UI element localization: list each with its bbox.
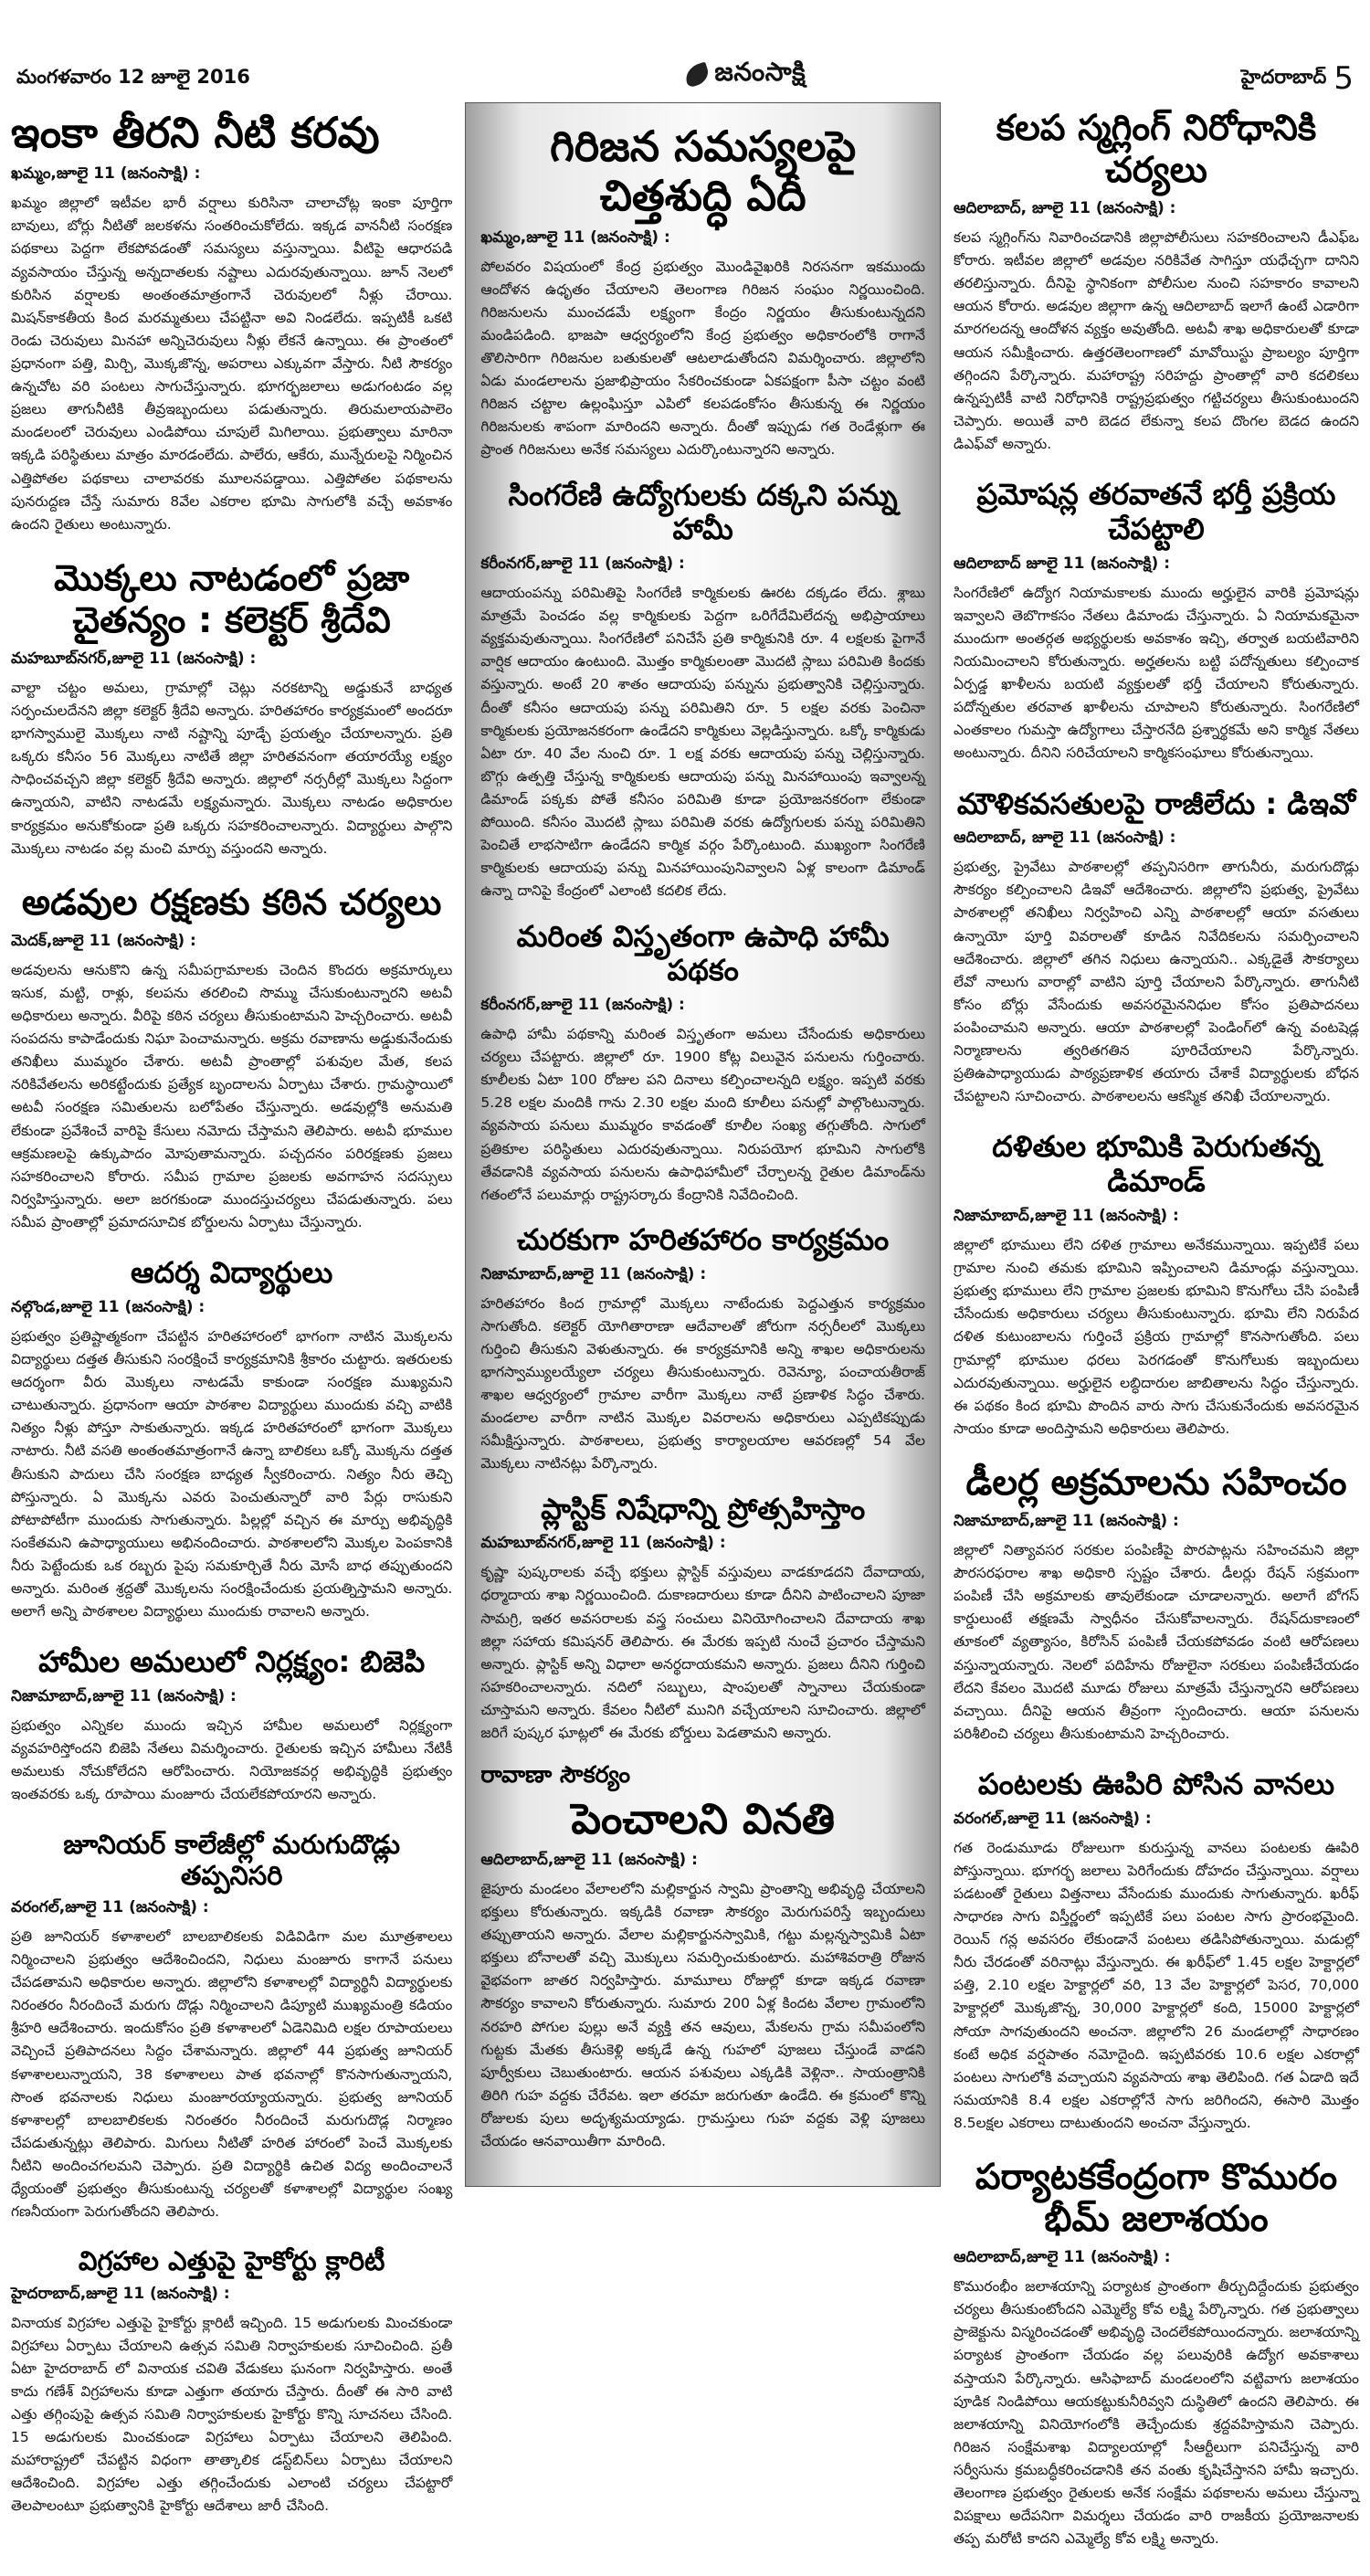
article-kicker: రావాణా సౌకర్యం <box>480 1761 631 1789</box>
article-headline: గిరిజన సమస్యలపై చిత్తశుద్ధి ఏదీ <box>550 121 857 221</box>
article <box>954 1124 1359 1440</box>
middle-panel <box>465 102 941 2187</box>
article-dateline: ఆదిలాబాద్, జూలై 11 (జనంసాక్షి) : <box>953 199 1176 218</box>
article-headline: ప్లాస్టిక్ నిషేధాన్ని ప్రోత్సహిస్తాం <box>541 1491 866 1526</box>
article <box>954 1457 1359 1746</box>
article-body: హరితహారం కింద గ్రామాల్లో మొక్కలు నాటేందుకు పెద్దఎత్తున కార్యక్రమం సాగుతోంది. కలెక్టర్ యోగితారాణా ఆదేవాలతో జోరుగా నర్సరీలలో మొక్కలు గుర్తించి తీసుకుని వెళుతున్నారు. ఈ కార్యక్రమానికి అన్ని శాఖల అధికారులను భాగస్వామ్యులయ్యేలా చర్యలు తీసుకుంటున్నారు. రెవెన్యూ, పంచాయతీరాజ్ శాఖల ఆధ్వర్యంలో గ్రామాల వారీగా మొక్కలు నాటే ప్రణాళిక సిద్ధం చేశారు. మండలాల వారీగా నాటిన మొక్కల వివరాలను అధికారులు ఎప్పటికప్పుడు సమీక్షిస్తున్నారు. పాఠశాలలు, ప్రభుత్వ కార్యాలయాల ఆవరణల్లో 54 వేల మొక్కలు నాటినట్లు పేర్కొన్నారు. <box>480 1294 925 1473</box>
article <box>11 2240 452 2518</box>
masthead-title: జనంసాక్షి <box>714 57 806 87</box>
article-body: వాల్టా చట్టం అమలు, గ్రామాల్లో చెట్లు నరకటాన్ని అడ్డుకునే బాధ్యత సర్పంచులదేనని జిల్లా కలెక్టర్ శ్రీదేవి అన్నారు. హరితహారం కార్యక్రమంలో అందరూ భాగస్వాములై మొక్కలు నాటి నష్టాన్ని పూడ్చే ప్రయత్నం చేయాలన్నారు. ప్రతి ఒక్కరు కనీసం 56 మొక్కలు నాటితే జిల్లా హరితవనంగా తయారయ్యే లక్ష్యం సాధించవచ్చని జిల్లా కలెక్టర్ శ్రీదేవి అన్నారు. జిల్లాలో నర్సరీల్లో మొక్కలు సిద్దంగా ఉన్నాయని, వాటిని నాటడమే లక్ష్యమన్నారు. మొక్కలు నాటడం అధికారుల కార్యక్రమం అనుకోకుండా ప్రతి ఒక్కరు సహకరించాలన్నారు. విద్యార్థులు పాల్గొని మొక్కలు నాటడం వల్ల మంచి మార్పు వస్తుందని అన్నారు. <box>11 679 453 857</box>
article-dateline: ఆదిలాబాద్,జూలై 11 (జనంసాక్షి) : <box>953 2248 1171 2267</box>
article-dateline: మెదక్,జూలై 11 (జనంసాక్షి) : <box>11 931 196 950</box>
article-body: వినాయక విగ్రహాల ఎత్తుపై హైకోర్టు క్లారిటీ ఇచ్చింది. 15 అడుగులకు మించకుండా విగ్రహాలు ఏర్పాటు చేయాలని ఉత్సవ సమితి నిర్వాహకులకు సూచించింది. ప్రతీ ఏటా హైదరాబాద్ లో వినాయక చవితి వేడుకలు ఘనంగా నిర్వహిస్తారు. అంతే కాదు గణేశ్ విగ్రహాలను కూడా ఎత్తుగా తయారు చేస్తారు. దీంతో ఈ సారి వాటి ఎత్తు తగ్గింపుపై ఉత్సవ సమితి నిర్వాహకులకు హైకోర్టు కొన్ని సూచనలు చేసింది. 15 అడుగులకు మించకుండా విగ్రహాలు ఏర్పాటు చేయాలని తెలిపింది. మహారాష్ట్రలో చేపట్టిన విధంగా తాత్కాలిక డస్ట్‌బిన్‌లు ఏర్పాటు చేయాలని ఆదేశించింది. విగ్రహాల ఎత్తు తగ్గించేందుకు ఎలాంటి చర్యలు చేపట్టారో తెలపాలంటూ ప్రభుత్వానికి హైకోర్టు ఆదేశాలు జారీ చేసింది. <box>11 2314 453 2515</box>
article-dateline: ఖమ్మం,జూలై 11 (జనంసాక్షి) : <box>11 164 201 184</box>
edition-name: హైదరాబాద్ <box>1240 66 1327 88</box>
article <box>11 1823 452 2224</box>
article-body: అడవులను ఆనుకొని ఉన్న సమీపగ్రామాలకు చెందిన కొందరు అక్రమార్కులు ఇసుక, మట్టి, రాళ్లు, కలపను తరలించి సొమ్ము చేసుకుంటున్నారని అటవీ అధికారులు అన్నారు. వీరిపై కఠిన చర్యలు తీసుకుంటామని హెచ్చరించారు. అటవీ సంపదను కాపాడేందుకు నిఘా పెంచామన్నారు. అక్రమ రవాణాను అడ్డుకునేందుకు తనిఖీలు ముమ్మరం చేశారు. అటవీ ప్రాంతాల్లో పశువుల మేత, కలప నరికివేతలను అరికట్టేందుకు ప్రత్యేక బృందాలను ఏర్పాటు చేశారు. గ్రామస్థాయిలో అటవీ సంరక్షణ సమితులను బలోపేతం చేస్తున్నారు. అడవుల్లోకి అనుమతి లేకుండా ప్రవేశించే వారిపై కేసులు నమోదు చేస్తామని తెలిపారు. అటవీ భూముల ఆక్రమణలపై ఉక్కుపాదం మోపుతామన్నారు. పచ్చదనం పరిరక్షణకు ప్రజలు సహకరించాలని కోరారు. సమీప గ్రామాల ప్రజలకు అవగాహన సదస్సులు నిర్వహిస్తున్నారు. అలా జరగకుండా ముందస్తుచర్యలు చేపడుతున్నారు. పలు సమీప ప్రాంతాల్లో ప్రమాదసూచిక బోర్డులను ఏర్పాటు చేస్తున్నారు. <box>11 961 453 1231</box>
article-dateline: ఆదిలాబాద్, జూలై 11 (జనంసాక్షి) : <box>953 829 1176 848</box>
article <box>480 1493 925 1746</box>
article-dateline: వరంగల్,జూలై 11 (జనంసాక్షి) : <box>11 1897 209 1916</box>
article-body: జిల్లాలో నిత్యావసర సరకుల పంపిణీపై పొరపాట్లను సహించమని జిల్లా పౌరసరఫరాల శాఖ అధికారి స్పష్టం చేశారు. డీలర్లు రేషన్ సక్రమంగా పంపిణీ చేసి అక్రమాలకు తావులేకుండా చూడాలన్నారు. అలాగే బోగస్ కార్డులుంటే తక్షణమే స్వాధీనం చేసుకోవాలన్నారు. రేషన్‌దుకాణంలో తూకంలో వ్యత్యాసం, కిరోసిన్ పంపిణీ చేయకపోవడం వంటి ఆరోపణలు వస్తున్నాయన్నారు. నెలలో పదిహేను రోజులైనా సరకులు పంపిణీచేయడం లేదని కేవలం మొదటి మూడు రోజులు మాత్రమే చేస్తున్నారని ఆరోపణలు వచ్చాయి. దీనిపై ఆయన తీవ్రంగా స్పందించారు. ఆయా పనులను పరిశీలించి చర్యలు తీసుకుంటామని హెచ్చరించారు. <box>953 1541 1360 1742</box>
article-dateline: కరీంనగర్,జూలై 11 (జనంసాక్షి) : <box>480 996 685 1015</box>
article-body: కలప స్మగ్గింగ్‌ను నివారించడానికి జిల్లాపోలీసులు సహకరించాలని డీఎఫ్ఒ కోరారు. ఇటీవల జిల్లాలో అడవుల నరికివేత సాగిస్తూ యధేచ్చగా దానిని తరలిస్తున్నారు. దీనిపై స్థానికంగా పోలీసుల నుంచి సహకారం కావాలని ఆయన కోరారు. అడవుల జిల్లాగా ఉన్న ఆదిలాబాద్ ఇలాగే ఉంటే ఎడారిగా మారగలదన్న ఆందోళన వ్యక్తం అవుతోంది. అటవీ శాఖ అధికారులతో కూడా ఆయన సమీక్షించారు. ఉత్తరతెలంగాణలో మావోయిస్టు ప్రాబల్యం పూర్తిగా తగ్గిందని పేర్కొన్నారు. మహారాష్ట్ర సరిహద్దు ప్రాంతాల్లో వారి కదలికలు ఉన్నప్పటికీ వాటి నిరోధానికి రాష్ట్రప్రభుత్వం గట్టిచర్యలు తీసుకుంటుందని చెప్పారు. అయితే వారి బెడద లేకున్నా కలప దొంగల బెడద ఉందని డిఎఫ్‌వో అన్నారు. <box>953 229 1360 453</box>
article-headline: మరింత విస్తృతంగా ఉపాధి హామీ పథకం <box>516 918 890 988</box>
article-body: గత రెండుమూడు రోజులుగా కురుస్తున్న వానలు పంటలకు ఊపిరి పోస్తున్నాయి. భూగర్భ జలాలు పెరిగేందుకు దోహదం చేస్తున్నాయి. వర్షాలు పడటంతో రైతులు విత్తనాలు వేసేందుకు ముందుకు సాగుతున్నారు. ఖరీఫ్ సాధారణ సాగు విస్తీర్ణంలో ఇప్పటికే పలు పంటల సాగు ప్రారంభమైంది. రెయిన్ గన్ల అవసరం లేకుండానే పంటలు తడిసిపోతున్నాయి. మడుల్లో నీరు చేరడంతో వరినాట్లు వేస్తున్నారు. ఈ ఖరీఫ్‌లో 1.45 లక్షల హెక్టార్లలో పత్తి, 2.10 లక్షల హెక్టార్లలో వరి, 13 వేల హెక్టార్లలో పెసర, 70,000 హెక్టార్లలో మొక్కజొన్న, 30,000 హెక్టార్లలో కంది, 15000 హెక్టార్లలో సోయా సాగవుతుందని అంచనా. జిల్లాలోని 26 మండలాల్లో సాధారణం కంటే అధిక వర్షపాతం నమోదైంది. ఇప్పటివరకు 10.6 లక్షల ఎకరాల్లో పంటలు సాగులోకి వచ్చాయని వ్యవసాయ శాఖ తెలిపింది. గత ఏడాది ఇదే సమయానికి 8.4 లక్షల ఎకరాల్లోనే సాగు జరిగిందని, ఈసారి మొత్తం 8.5లక్షల ఎకరాలు దాటుతుందని అంచనా వేస్తున్నారు. <box>953 1839 1360 2131</box>
article-headline: మౌళికవసతులపై రాజీలేదు : డిఇవో <box>956 786 1356 821</box>
article-headline: జూనియర్ కాలేజీల్లో మరుగుదొడ్లు తప్పనిసరి <box>63 1828 400 1891</box>
article-dateline: ఖమ్మం,జూలై 11 (జనంసాక్షి) : <box>480 227 670 247</box>
article-headline: ప్రమోషన్ల తరవాతనే భర్తీ ప్రక్రియ చేపట్టాలి <box>976 477 1336 546</box>
article-dateline: ఆదిలాబాద్ జూలై 11 (జనంసాక్షి) : <box>953 554 1171 573</box>
article-dateline: ఆదిలాబాద్,జూలై 11 (జనంసాక్షి) : <box>480 1850 698 1869</box>
article-headline: హామీల అమలులో నిర్లక్ష్యం: బిజెపి <box>38 1644 426 1680</box>
article <box>480 1761 925 2153</box>
article-dateline: హైదరాబాద్,జూలై 11 (జనంసాక్షి) : <box>11 2284 230 2303</box>
article-body: జైపూరు మండలం వేలాలలోని మల్లికార్జున స్వామి ప్రాంతాన్ని అభివృద్ధి చేయాలని భక్తులు కోరుతున్నారు. ఇక్కడికి రవాణా సౌకర్యం మెరుగుపరిస్తే ఇబ్బందులు తప్పుతాయని అన్నారు. వేలాల మల్లికార్జునస్వామికి, గట్టు మల్లన్నస్వామికి ఏటా భక్తులు బోనాలతో వచ్చి మొక్కులు సమర్పించుకుంటారు. మహాశివరాత్రి రోజున వైభవంగా జాతర నిర్వహిస్తారు. మామూలు రోజుల్లో కూడా ఇక్కడ రవాణా సౌకర్యం కావాలని కోరుతున్నారు. సుమారు 200 ఏళ్ల కిందట వేలాల గ్రామంలోని నరహరి పోగుల పుల్లు అనే వ్యక్తి తన ఆవులు, మేకలను గ్రామ సమీపంలోని గుట్టకు మేతకు తీసుకెళ్లి అక్కడే ఉన్న గుహలో పూజలు చేస్తుండే వాడని పూర్వీకులు చెబుతుంటారు. ఆయన పశువులు ఎక్కడికి వెళ్లినా.. సాయంత్రానికి తిరిగి గుహ వద్దకు చేరేవట. ఇలా తరమా జరుగుతూ ఉండేది. ఈ క్రమంలో కొన్ని రోజులకు పులు అదృశ్యమయ్యాడు. గ్రామస్తులు గుహ వద్దకు వెళ్లి పూజలు చేయడం ఆనవాయితీగా మారింది. <box>480 1880 925 2150</box>
article-body: ప్రభుత్వ, ప్రైవేటు పాఠశాలల్లో తప్పనిసరిగా తాగునీరు, మరుగుదొడ్లు సౌకర్యం కల్పించాలని డిఇవో ఆదేశించారు. జిల్లాలోని ప్రభుత్వ, ప్రైవేటు పాఠశాలల్లో తనిఖీలు నిర్వహించి ఎన్ని పాఠశాలల్లో ఆయా వసతులు ఉన్నాయో పూర్తి వివరాలతో కూడిన నివేదికలను సమర్పించాలని ఆదేశించారు. జిల్లాలో తగిన నిధులు ఉన్నాయని.. ఎక్కడైతే సౌకర్యాలు లేవో నాలుగు వారాల్లో వాటిని పూర్తి చేయాలని పేర్కొన్నారు. తాగునీటి కోసం బోర్లు వేసేందుకు అవసరమైననిధుల కోసం ప్రతిపాదనలు పంపించామని అన్నారు. ఆయా పాఠశాలల్లో పెండింగ్‌లో ఉన్న వంటషెడ్ల నిర్మాణాలను త్వరితగతిన పూరిచేయాలని పేర్కొన్నారు. ప్రతిఉపాధ్యాయుడు పాఠ్యప్రణాళిక తయారు చేశాకే విద్యార్థులకు బోధన చేపట్టాలని సూచించారు. పాఠశాలలను ఆకస్మిక తనిఖీ చేయాలన్నారు. <box>953 859 1360 1105</box>
article-headline: సింగరేణి ఉద్యోగులకు దక్కని పన్ను హామీ <box>508 477 898 547</box>
edition-pageno <box>1240 60 1354 98</box>
article-headline: ఆదర్శ విద్యార్థులు <box>131 1255 333 1291</box>
article-body: ఉపాధి హామీ పథకాన్ని మరింత విస్తృతంగా అమలు చేసేందుకు అధికారులు చర్యలు చేపట్టారు. జిల్లాలో రూ. 1900 కోట్ల విలువైన పనులను గుర్తించారు. కూలీలకు ఏటా 100 రోజుల పని దినాలు కల్పించాలన్నది లక్ష్యం. ఇప్పటి వరకు 5.28 లక్షల మందికి గాను 2.30 లక్షల మంది కూలీలు పనుల్లో పాల్గొంటున్నారు. వ్యవసాయ పనులు ముమ్మరం కావడంతో కూలీల సంఖ్య తగ్గుతోంది. సాగులో ప్రతికూల పరిస్థితులు ఎదురవుతున్నాయి. నిరుపయోగ భూమిని సాగులోకి తేవడానికి వ్యవసాయ పనులను ఉపాధిహామీలో చేర్చాలన్న రైతుల డిమాండ్‌ను గతంలోనే పలుమార్లు రాష్ట్రసర్కారు కేంద్రానికి నివేదించింది. <box>480 1026 925 1203</box>
masthead-leaf-icon <box>683 62 712 89</box>
article-body: ప్రతి జూనియర్ కళాశాలలో బాలబాలికలకు విడివిడిగా మల మూత్రశాలలు నిర్మించాలని ప్రభుత్వం ఆదేశించిందని, నిధులు మంజూరు కాగానే పనులు చేపడతామని అధికారుల అన్నారు. జిల్లాలోని కళాశాలల్లో విద్యార్థినీ విద్యార్థులకు నిరంతరం నీరందించే మరుగు దొడ్లు నిర్మించాలని డిప్యూటి ముఖ్యమంత్రి కడియం శ్రీహరి ఆదేశించారు. ఇందుకోసం ప్రతి కళాశాలలో ఏడెనిమిది లక్షల రూపాయలలు వెచ్చించే ప్రతిపాదనలు సిద్దం చేశామన్నారు. జిల్లాలో 44 ప్రభుత్వ జూనియర్ కళాశాలలున్నాయని, 38 కళాశాలలు పాత భవనాల్లో కొనసాగుతున్నాయని, సొంత భవనాలకు నిధులు మంజూరయ్యాయన్నారు. ప్రభుత్వ జూనియర్ కళాశాలల్లో బాలబాలికలకు నిరంతరం నీరందించే మరుగుదొడ్ల నిర్మాణం చేపడుతున్నట్లు తెలిపారు. మిగులు నీటితో హరిత హారంలో పెంచే మొక్కలకు నీటిని అందించగలమని చెప్పారు. ప్రతి విద్యార్థికి ఉచిత విద్య అందించాలనే ధ్యేయంతో ప్రభుత్వం తీసుకుంటున్న చర్యలతో కళాశాలల్లో విద్యార్థుల సంఖ్య గణనీయంగా పెరుగుతోందని తెలిపారు. <box>11 1927 453 2221</box>
article-dateline: నిజామాబాద్,జూలై 11 (జనంసాక్షి) : <box>953 1206 1179 1225</box>
article <box>480 920 925 1207</box>
article-headline: మొక్కలు నాటడంలో ప్రజా చైతన్యం : కలెక్టర్ శ్రీదేవి <box>54 557 410 641</box>
article-dateline: నిజామాబాద్,జూలై 11 (జనంసాక్షి) : <box>11 1687 237 1706</box>
article <box>480 479 925 903</box>
article-dateline: మహబూబ్‌నగర్,జూలై 11 (జనంసాక్షి) : <box>11 649 257 668</box>
article-body: జిల్లాలో భూములు లేని దళిత గ్రామాలు అనేకమున్నాయి. ఇప్పటికే పలు గ్రామాల నుంచి తమకు భూమిని ఇప్పించాలని డిమాండ్లు వస్తున్నాయి. ప్రభుత్వ భూములు లేని గ్రామాల ప్రజలకు భూమిని కొనుగోలు చేసి పంపిణీ చేసేందుకు అధికారులు చర్యలు తీసుకుంటున్నారు. భూమి లేని నిరుపేద దళిత కుటుంబాలను గుర్తించే ప్రక్రియ గ్రామాల్లో కొనసాగుతోంది. పలు గ్రామాల్లో భూముల ధరలు పెరగడంతో కొనుగోలుకు ఇబ్బందులు ఎదురవుతున్నాయి. అర్హులైన లబ్ధిదారుల జాబితాలను సిద్ధం చేస్తున్నారు. ఈ పథకం కింద భూమి పొందిన వారు సాగు చేసుకునేందుకు అవసరమైన సాయం కూడా అందిస్తామని అధికారులు తెలిపారు. <box>953 1236 1360 1437</box>
article-headline: కలప స్మగ్లింగ్ నిరోధానికి చర్యలు <box>996 108 1317 192</box>
article <box>954 782 1359 1109</box>
article-body: ప్రభుత్వం ఎన్నికల ముందు ఇచ్చిన హామీల అమలులో నిర్లక్ష్యంగా వ్యవహరిస్తోందని బిజెపి నేతలు విమర్శించారు. రైతులకు ఇచ్చిన హామీలు నేటికీ అమలుకు నోచుకోలేదని ఆరోపించారు. నియోజకవర్గ అభివృద్ధికి ప్రభుత్వం ఇంతవరకు ఒక్క రూపాయి మంజూరు చేయలేకపోయారని అన్నారు. <box>11 1717 453 1803</box>
article <box>11 1640 452 1806</box>
article-body: ప్రభుత్వం ప్రతిష్టాత్మకంగా చేపట్టిన హరితహారంలో భాగంగా నాటిన మొక్కలను విద్యార్థులు దత్తత తీసుకుని సంరక్షించే కార్యక్రమానికి శ్రీకారం చుట్టారు. ఇతరులకు ఆదర్శంగా వీరు మొక్కలు నాటడమే కాకుండా సంరక్షణ ముఖ్యమని చాటుతున్నారు. ప్రధానంగా ఆయా పాఠశాల విద్యార్థులు ముందుకు వచ్చి వాటికి నిత్యం నీళ్లు పోస్తూ సాకుతున్నారు. ఇక్కడ హరితహారంలో భాగంగా మొక్కలు నాటారు. నీటి వసతి అంతంతమాత్రంగానే ఉన్నా బాలికలు ఒక్కో మొక్కను దత్తత తీసుకుని పాదులు చేసి సంరక్షణ బాధ్యత స్వీకరించారు. నిత్యం నీరు తెచ్చి పోస్తున్నారు. ఏ మొక్కను ఎవరు పెంచుతున్నారో వారి పేర్లు రాసుకుని పోటాపోటీగా ముందుకు సాగుతున్నారు. పిల్లల్లో వచ్చిన ఈ మార్పు అభివృద్ధికి సంకేతమని ఉపాధ్యాయులు అభినందించారు. పాఠశాలలోని మొక్కల పెంపకానికి నీరు పెట్టేందుకు ఒక రబ్బరు పైపు సమకూర్చితే నీరు మోసే బాధ తప్పుతుందని అన్నారు. మరింత శ్రద్దతో మొక్కలను సంరక్షించేందుకు ప్రయత్నిస్తామని అన్నారు. అలాగే అన్ని పాఠశాలల విద్యార్థులు ముందుకు రావాలని అన్నారు. <box>11 1327 453 1621</box>
article <box>11 877 452 1234</box>
column-right <box>954 102 1359 2567</box>
masthead <box>685 57 806 93</box>
article-dateline: వరంగల్,జూలై 11 (జనంసాక్షి) : <box>953 1809 1152 1828</box>
article <box>480 1223 925 1476</box>
article-body: ఆదాయంపన్ను పరిమితిపై సింగరేణి కార్మికులకు ఊరట దక్కడం లేదు. శ్లాబు మాత్రమే పెంచడం వల్ల కార్మికులకు పెద్దగా ఒరిగేదేమిలేదన్న అభిప్రాయాలు వ్యక్తమవుతున్నాయి. సింగరేణిలో పనిచేసే ప్రతి కార్మికునికి రూ. 4 లక్షలకు పైగానే వార్షిక ఆదాయం ఉంటుంది. మొత్తం కార్మికులంతా మొదటి స్లాబు పరిమితి కిందకు వస్తున్నారు. అంటే 20 శాతం ఆదాయపు పన్నును ప్రభుత్వానికి చెల్లిస్తున్నారు. దీంతో కనీసం ఆదాయపు పన్ను పరిమితిని రూ. 5 లక్షల వరకు పెంచినా కార్మికులకు ప్రయోజనకరంగా ఉండేదని కార్మికులు వెల్లడిస్తున్నారు. ఒక్కో కార్మికుడు ఏటా రూ. 40 వేల నుంచి రూ. 1 లక్ష వరకు ఆదాయపు పన్ను చెల్లిస్తున్నారు. బొగ్గు ఉత్పత్తి చేస్తున్న కార్మికులకు ఆదాయపు పన్ను మినహాయింపు ఇవ్వాలన్న డిమాండ్ పక్కకు పోతే కనీసం పరిమితి కూడా ప్రయోజనకరంగా లేకుండా పోయింది. కనీసం మొదటి స్లాబు పరిమితి వరకు ఉద్యోగులకు పన్ను పరిమితిని పెంచితే లాభసాటిగా ఉండేదని కార్మిక వర్గం పేర్కొంటుంది. ముఖ్యంగా సింగరేణి కార్మికులకు ఆదాయపు పన్ను మినహాయింపునివ్వాలని ఏళ్ల కాలంగా డిమాండ్ ఉన్నా దానిపై కేంద్రంలో ఎలాంటి కదలిక లేదు. <box>480 585 925 900</box>
article-body: పోలవరం విషయంలో కేంద్ర ప్రభుత్వం మొండివైఖరికి నిరసనగా ఇకముందు ఆందోళన ఉధృతం చేయాలని తెలంగాణ గిరిజన సంఘం నిర్ణయించింది. గిరిజనులను ముంచడమే లక్ష్యంగా కేంద్రం నిర్ణయం తీసుకుంటున్నదని మండిపడింది. భాజపా ఆధ్వర్యంలోని కేంద్ర ప్రభుత్వం అధికారంలోకి రాగానే తొలిసారిగా గిరిజనుల బతుకులతో ఆటలాడుతోందని విమర్శించారు. జిల్లాలోని ఏడు మండలాలను ప్రజాభిప్రాయం సేకరించకుండా ఏకపక్షంగా పీసా చట్టం వంటి గిరిజన చట్టాల ఉల్లంఘిస్తూ ఎపిలో కలపడంకోసం తీసుకున్న ఈ నిర్ణయం గిరిజనులకు శాపంగా మారిందని అన్నారు. దీంతో ఇప్పుడు గత రెండేళ్లుగా ఈ ప్రాంత గిరిజనులు అనేక సమస్యలు ఎదుర్కొంటున్నారని అన్నారు. <box>480 258 925 459</box>
columns <box>11 102 1359 2567</box>
article-headline: చురకుగా హరితహారం కార్యక్రమం <box>517 1221 890 1257</box>
page-number: 5 <box>1333 60 1354 98</box>
article-headline: డీలర్ల అక్రమాలను సహించం <box>965 1462 1347 1504</box>
article-headline: పర్యాటకకేంద్రంగా కొమురం భీమ్ జలాశయం <box>975 2157 1338 2241</box>
article-headline: విగ్రహాల ఎత్తుపై హైకోర్టు క్లారిటీ <box>78 2245 385 2277</box>
article-headline: అడవుల రక్షణకు కఠిన చర్యలు <box>21 882 442 924</box>
article-dateline: నల్గొండ,జూలై 11 (జనంసాక్షి) : <box>11 1297 206 1316</box>
article <box>11 102 452 536</box>
article-dateline: కరీంనగర్,జూలై 11 (జనంసాక్షి) : <box>480 554 685 574</box>
article-headline: ఇంకా తీరని నీటి కరవు <box>11 108 380 157</box>
page-header <box>11 53 1359 102</box>
article-headline: పంటలకు ఊపిరి పోసిన వానలు <box>977 1766 1335 1801</box>
article <box>954 472 1359 765</box>
article <box>11 553 452 860</box>
article-body: సింగరేణిలో ఉద్యోగ నియామకాలకు ముందు అర్హులైన వారికి ప్రమోషన్లు ఇవ్వాలని తెబొగాకసం నేతలు డిమాండు చేస్తున్నారు. ఏ నియామకమైనా ముందుగా అంతర్గత అభ్యర్థులకు అవకాశం ఇచ్చి, తర్వాత బయటివారిని నియమించాలని కోరుతున్నారు. అర్హతలను బట్టి పదోన్నతులు కల్పించాక ఏర్పడ్డ ఖాళీలను బయటి వ్యక్తులతో భర్తీ చేయాలని కోరుతున్నారు. పదోన్నతుల తరవాత ఖాళీలను చూపాలని కోరుతున్నారు. సింగరేణిలో ఎంతకాలం గుమస్తా ఉద్యోగాలు చేస్తారనేది ప్రశ్నార్థకమే అని కార్మిక నేతలు అంటున్నారు. దీనిని సరిచేయాలని కార్మికసంఘాలు కోరుతున్నాయి. <box>953 584 1360 762</box>
article-dateline: మహబూబ్‌నగర్,జూలై 11 (జనంసాక్షి) : <box>480 1534 726 1553</box>
article-dateline: నిజామాబాద్,జూలై 11 (జనంసాక్షి) : <box>480 1264 707 1283</box>
column-left <box>11 102 452 2535</box>
issue-date: మంగళవారం 12 జూలై 2016 <box>16 66 250 88</box>
article <box>954 2151 1359 2550</box>
column-middle <box>465 102 941 2187</box>
article-headline: దళితుల భూమికి పెరుగుతన్న డిమాండ్ <box>992 1129 1321 1199</box>
article-body: కృష్ణా పుష్కరాలకు వచ్చే భక్తులు ప్లాస్టిక్ వస్తువులు వాడకూడదని దేవాదాయ, ధర్మాదాయ శాఖ నిర్ణయించింది. దుకాణదారులు కూడా దీనిని పాటించాలని పూజా సామగ్రి, ఇతర అవసరాలకు వస్త్ర సంచులు వినియోగించాలని దేవాదాయ శాఖ జిల్లా సహాయ కమిషనర్ తెలిపారు. ఈ మేరకు ఇప్పటి నుంచే ప్రచారం చేస్తామని అన్నారు. ప్లాస్టిక్ అన్ని విధాలా అనర్థదాయకమని అన్నారు. ప్రజలు దీనిని గుర్తించి సహకరించాలన్నారు. నదిలో సబ్బులు, షాంపులతో స్నానాలు చేయకుండా చూస్తామని అన్నారు. కేవలం నీటిలో మునిగి వచ్చేయాలని సూచించారు. జిల్లాలో జరిగే పుష్కర ఘాట్లలో ఈ మేరకు బోర్డులు పెడతామని అన్నారు. <box>480 1564 925 1742</box>
article <box>11 1251 452 1623</box>
article <box>480 121 925 462</box>
article-headline: పెంచాలని వినతి <box>571 1793 835 1843</box>
article-body: కొమురంభీం జలాశయాన్ని పర్యాటక ప్రాంతంగా తీర్చుదిద్దేందుకు ప్రభుత్వం చర్యలు తీసుకుంటోందని ఎమ్మెల్యే కోవ లక్ష్మి పేర్కొన్నారు. గత ప్రభుత్వాలు ప్రాజెక్టును విస్మరించడంతో అభివృద్ధి చెందలేకపోయిందన్నారు. జలాశయాన్ని పర్యాటక ప్రాంతంగా చేయడం వల్ల పలువురికి ఉద్యోగ అవకాశాలు వస్తాయని పేర్కొన్నారు. ఆసిఫాబాద్ మండలంలోని వట్టివాగు జలాశయం పూడిక నిండిపోయి ఆయకట్టుకునీరివ్వని దుస్థితిలో ఉందని తెలిపారు. ఈ జలాశయాన్ని వినియోగంలోకి తెచ్చేందుకు శ్రద్దవహిస్తామని చెప్పారు. గిరిజన సంక్షేమశాఖ విద్యాలయాల్లో సీఆర్టీలుగా పనిచేస్తున్న వారి సర్వీసును క్రమబద్ధీకరించడానికి తన వంతు కృషిచేస్తానని హామీ ఇచ్చారు. తెలంగాణ ప్రభుత్వం రైతులకు అనేక సంక్షేమ పథకాలను అమలు చేస్తున్నా విపక్షాలు అదేపనిగా విమర్శలు చేయడం వారి రాజకీయ ప్రయోజనాలకు తప్ప మరోటి కాదని ఎమ్మెల్యే కోవ లక్ష్మి అన్నారు. <box>953 2278 1360 2548</box>
article <box>954 1762 1359 2135</box>
article-body: ఖమ్మం జిల్లాలో ఇటీవల భారీ వర్షాలు కురిసినా చాలాచోట్ల ఇంకా పూర్తిగా బావులు, బోర్లు నీటితో జలకళను సంతరించుకోలేదు. ఇక్కడ వాననీటి సంరక్షణ పథకాలు పెద్దగా లేకపోవడంతో సమస్యలు వస్తున్నాయి. వీటిపై ఆధారపడి వ్యవసాయం చేస్తున్న అన్నదాతలకు నష్టాలు ఎదురవుతున్నాయి. జూన్ నెలలో కురిసిన వర్షాలకు అంతంతమాత్రంగానే చెరువులలో నీళ్లు చేరాయి. మిషన్‌కాకతీయ కింద మరమ్మతులు చేపట్టినా అవి నిండలేదు. ఇప్పటికీ ఒకటి రెండు చెరువులు మినహా అన్నిచెరువులు నీళ్లు లేకనే ఉన్నాయి. ఈ ప్రాంతంలో ప్రధానంగా పత్తి, మిర్చి, మొక్కజొన్న, అపరాలు ఎక్కువగా వేస్తారు. నీటి సౌకర్యం ఉన్నచోట వరి పంటలు సాగుచేస్తున్నారు. భూగర్భజలాలు అడుగంటడం వల్ల ప్రజలు తాగునీటికి తీవ్రఇబ్బందులు పడుతున్నారు. తిరుమలాయపాలెం మండలంలో చెరువులు ఎండిపోయి చూపులే మిగిలాయి. ప్రభుత్వాలు మారినా ఇక్కడి పరిస్థితులు మాత్రం మారడంలేదు. పాలేరు, ఆకేరు, మున్నేరులపై నిర్మించిన ఎత్తిపోతల పథకాలు చాలావరకు మూలనపడ్డాయి. ఎత్తిపోతల పథకాలను పునరుద్దణ చేస్తే సుమారు 8వేల ఎకరాల భూమి సాగులోకి వచ్చే అవకాశం ఉందని రైతులు అంటున్నారు. <box>11 195 453 533</box>
article-dateline: నిజామాబాద్,జూలై 11 (జనంసాక్షి) : <box>953 1511 1179 1530</box>
article <box>954 102 1359 456</box>
